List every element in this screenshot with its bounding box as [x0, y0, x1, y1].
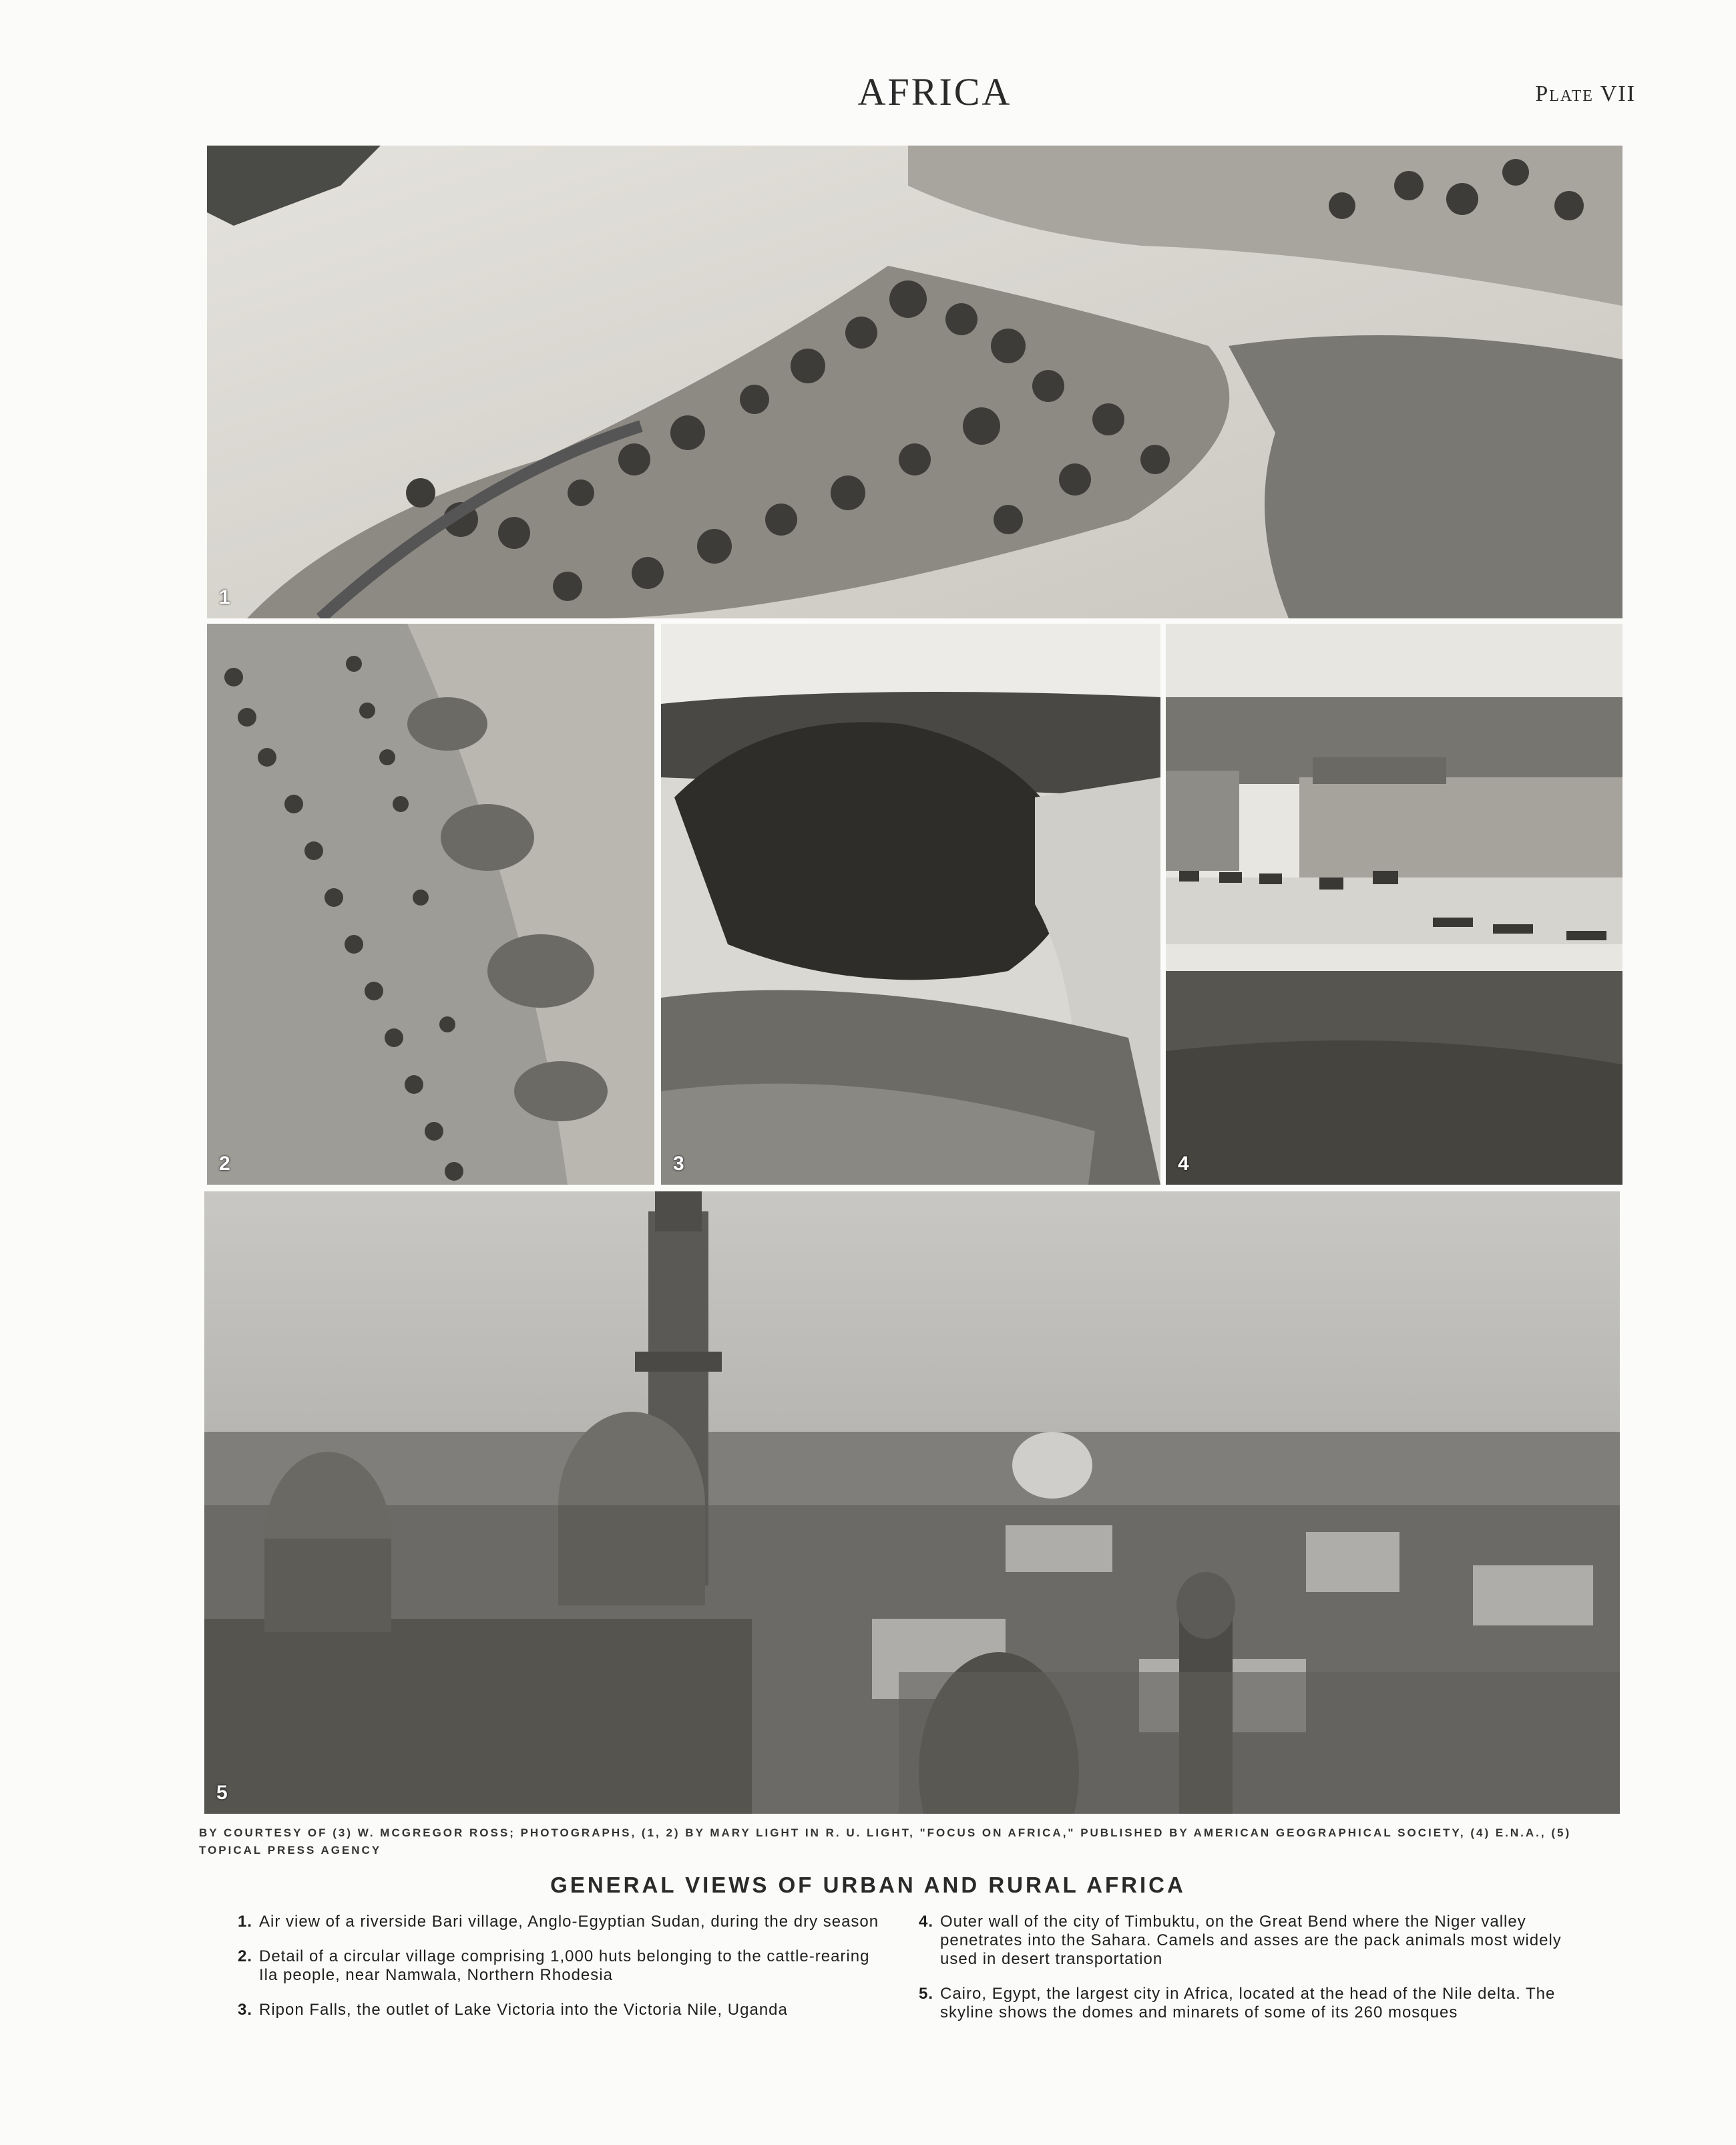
photo-1-number: 1 [219, 586, 230, 608]
caption-1 [227, 1913, 881, 1931]
caption-4 [908, 1913, 1582, 1969]
photo-3-number: 3 [673, 1153, 684, 1175]
photo-1-image [207, 146, 1622, 618]
photo-5-image [204, 1191, 1620, 1814]
photo-2-number: 2 [219, 1153, 230, 1175]
caption-5 [908, 1985, 1582, 2022]
photo-2-ila-village [207, 624, 654, 1185]
caption-4-text: Outer wall of the city of Timbuktu, on the Great Bend where the Niger valley penetrates into the Sahara. Camels and asses are the pack animals most widely used in desert transportation [940, 1913, 1562, 1968]
photo-3-ripon-falls [661, 624, 1160, 1185]
page-title: AFRICA [857, 70, 1012, 114]
section-title: GENERAL VIEWS OF URBAN AND RURAL AFRICA [550, 1873, 1186, 1897]
caption-3-text: Ripon Falls, the outlet of Lake Victoria into the Victoria Nile, Uganda [259, 2001, 788, 2019]
caption-3 [227, 2001, 881, 2019]
photo-4-number: 4 [1178, 1153, 1189, 1175]
caption-5-number: 5. [918, 1985, 933, 2003]
photo-1-bari-village [207, 146, 1622, 618]
caption-5-text: Cairo, Egypt, the largest city in Africa, located at the head of the Nile delta. The skyline shows the domes and minarets of some of its 260 mosques [940, 1985, 1556, 2021]
caption-1-number: 1. [237, 1913, 252, 1931]
captions-left-column [227, 1913, 881, 2035]
photo-5-cairo [204, 1191, 1620, 1814]
photo-credit: BY COURTESY OF (3) W. MCGREGOR ROSS; PHOTOGRAPHS, (1, 2) BY MARY LIGHT IN R. U. LIGHT, "FOCUS ON AFRICA," PUBLISHED BY AMERICAN GEOGRAPHICAL SOCIETY, (4) E.N.A., (5) TOPICAL PRESS AGENCY [199, 1826, 1572, 1857]
caption-1-text: Air view of a riverside Bari village, Anglo-Egyptian Sudan, during the dry season [259, 1913, 879, 1931]
caption-2-number: 2. [237, 1947, 252, 1965]
caption-2 [227, 1947, 881, 1985]
photo-2-image [207, 624, 654, 1185]
captions-right-column [908, 1913, 1582, 2038]
caption-4-number: 4. [918, 1913, 933, 1931]
caption-2-text: Detail of a circular village comprising 1,000 huts belonging to the cattle-rearing Ila people, near Namwala, Northern Rhodesia [259, 1947, 870, 1984]
photo-4-timbuktu [1166, 624, 1622, 1185]
photo-3-image [661, 624, 1160, 1185]
plate-label: Plate VII [1535, 81, 1636, 106]
photo-4-image [1166, 624, 1622, 1185]
caption-3-number: 3. [237, 2001, 252, 2019]
photo-5-number: 5 [216, 1782, 228, 1804]
